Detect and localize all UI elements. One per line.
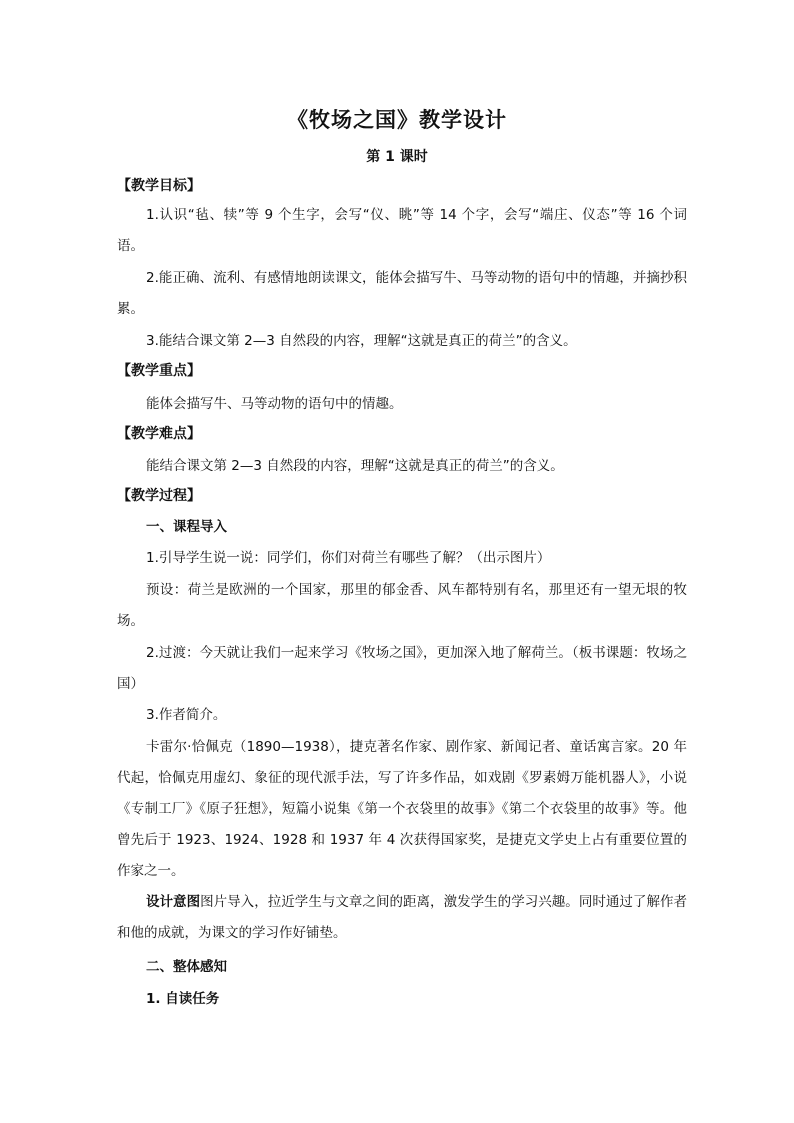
design-intent-text: 图片导入，拉近学生与文章之间的距离，激发学生的学习兴趣。同时通过了解作者和他的成就，为课文的学习作好铺垫。 (117, 894, 688, 941)
process-heading: 【教学过程】 (117, 488, 201, 504)
difficulty-heading: 【教学难点】 (117, 426, 201, 442)
goal-2: 2.能正确、流利、有感情地朗读课文，能体会描写牛、马等动物的语句中的情趣，并摘抄积累。 (117, 270, 687, 317)
goals-heading: 【教学目标】 (117, 178, 201, 194)
difficulty-text: 能结合课文第 2—3 自然段的内容，理解“这就是真正的荷兰”的含义。 (146, 458, 564, 474)
document-title: 《牧场之国》教学设计 (287, 107, 507, 132)
goal-1: 1.认识“毡、犊”等 9 个生字，会写“仪、眺”等 14 个字，会写“端庄、仪态”等 16 个词语。 (117, 207, 687, 254)
part-1-heading: 一、课程导入 (146, 519, 227, 535)
goal-3: 3.能结合课文第 2—3 自然段的内容，理解“这就是真正的荷兰”的含义。 (146, 333, 577, 349)
design-intent (117, 887, 687, 949)
step-3: 3.作者简介。 (146, 707, 227, 723)
design-intent-label: 设计意图 (146, 894, 201, 910)
lesson-number: 第 1 课时 (366, 149, 428, 165)
key-points-text: 能体会描写牛、马等动物的语句中的情趣。 (146, 396, 403, 412)
step-1: 1.引导学生说一说：同学们，你们对荷兰有哪些了解？（出示图片） (146, 550, 551, 566)
preset-answer: 预设：荷兰是欧洲的一个国家，那里的郁金香、风车都特别有名，那里还有一望无垠的牧场。 (117, 582, 687, 629)
author-intro: 卡雷尔·恰佩克（1890—1938），捷克著名作家、剧作家、新闻记者、童话寓言家。20 年代起，恰佩克用虚幻、象征的现代派手法，写了许多作品，如戏剧《罗素姆万能机器人》，小说《专制工厂》《原子狂想》，短篇小说集《第一个衣袋里的故事》《第二个衣袋里的故事》等。他曾先后于 1923、1924、1928 和 1937 年 4 次获得国家奖，是捷克文学史上占有重要位置的作家之一。 (117, 739, 687, 879)
self-reading-task-heading: 1. 自读任务 (146, 991, 220, 1007)
key-points-heading: 【教学重点】 (117, 363, 201, 379)
part-2-heading: 二、整体感知 (146, 959, 227, 975)
step-2: 2.过渡：今天就让我们一起来学习《牧场之国》，更加深入地了解荷兰。（板书课题：牧场之国） (117, 645, 687, 692)
